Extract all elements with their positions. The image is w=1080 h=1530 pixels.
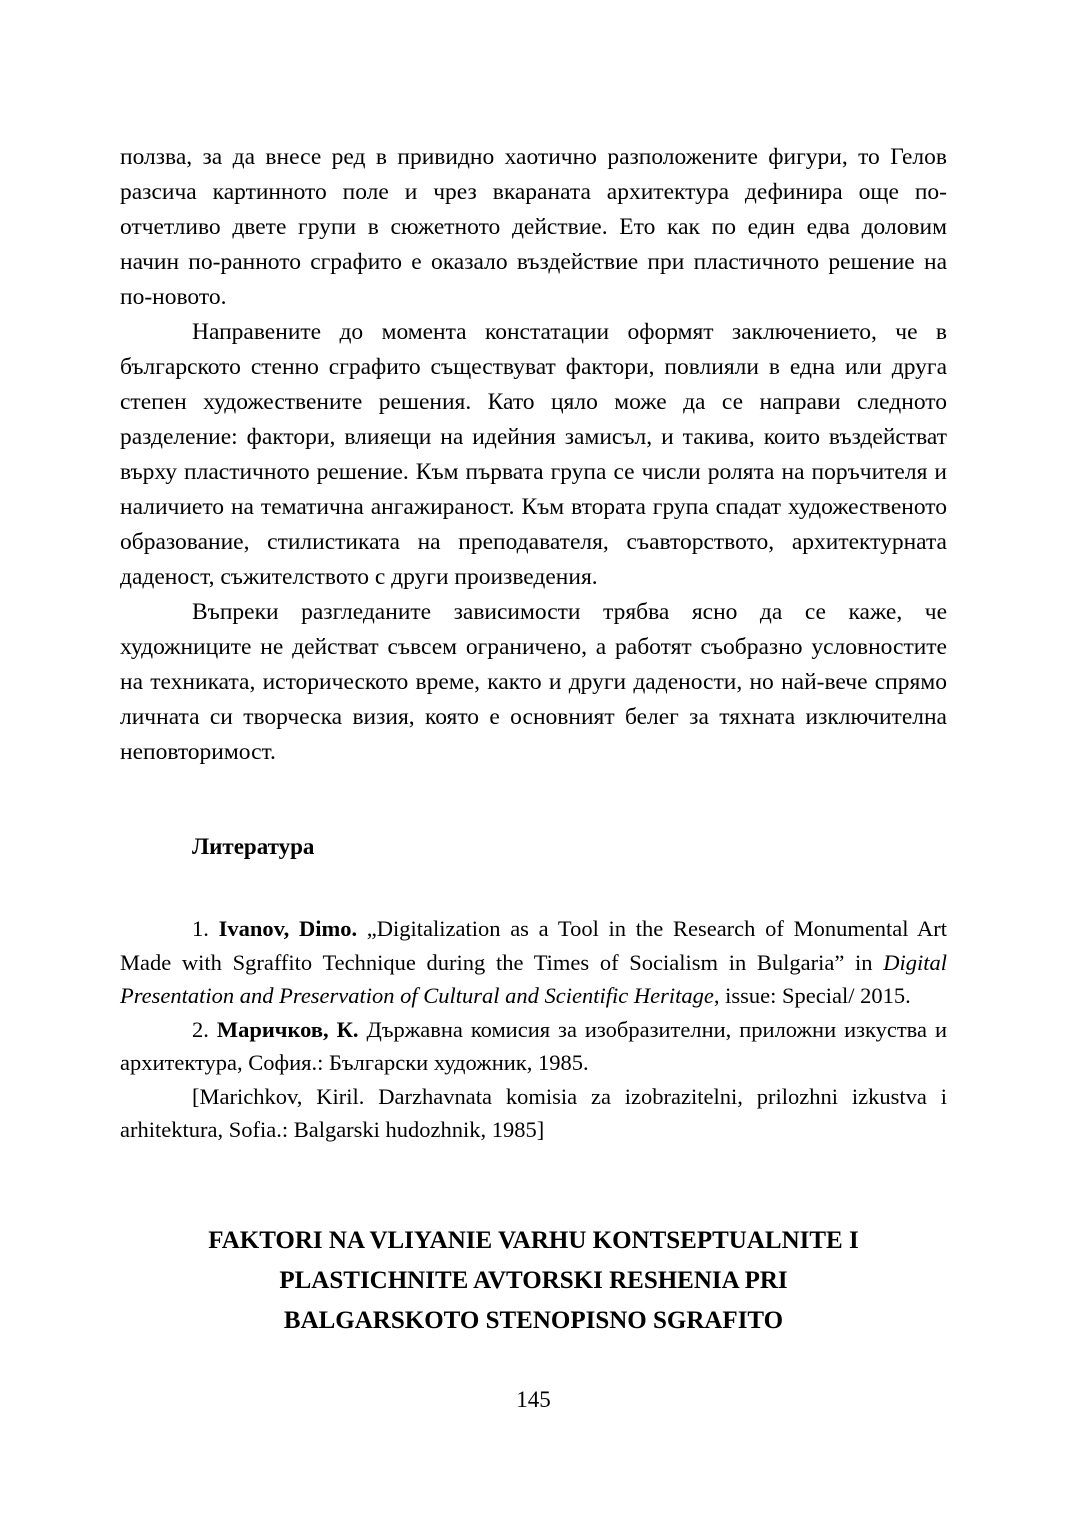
reference-text: [Marichkov, Kiril. Darzhavnata komisia za izobrazitelni, prilozhni izkustva i arhitektura, Sofia.: Balgarski hudozhnik, 1985]: [120, 1083, 947, 1142]
body-paragraph: Направените до момента констатации оформят заключението, че в българското стенно сграфито съществуват фактори, повлияли в една или друга степен художествените решения. Като цяло може да се направи следното разделение: фактори, влияещи на идейния замисъл, и такива, които въздействат върху пластичното решение. Към първата група се числи ролята на поръчителя и наличието на тематична ангажираност. Към втората група спадат художественото образование, стилистиката на преподавателя, съавторството, архитектурната даденост, съжителството с други произведения.: [120, 319, 947, 590]
body-paragraph: Въпреки разгледаните зависимости трябва ясно да се каже, че художниците не действат съвсем ограничено, а работят съобразно условностите на техниката, историческото време, както и други дадености, но най-вече спрямо личната си творческа визия, която е основният белег за тяхната изключителна неповторимост.: [120, 599, 947, 765]
footer-title-line: PLASTICHNITE AVTORSKI RESHENIA PRI: [279, 1266, 788, 1294]
footer-title-line: BALGARSKOTO STENOPISNO SGRAFITO: [283, 1306, 784, 1334]
footer-title-line: FAKTORI NA VLIYANIE VARHU KONTSEPTUALNITE I: [208, 1226, 859, 1254]
reference-item: [120, 1080, 947, 1147]
page-number: 145: [516, 1386, 551, 1412]
reference-text: „Digitalization as a Tool in the Research of Monumental Art Made with Sgraffito Technique during the Times of Socialism in Bulgaria” in: [120, 916, 948, 975]
reference-item: [120, 912, 947, 1013]
reference-item: [120, 1013, 947, 1080]
body-text: [120, 140, 947, 770]
literature-heading: Литература: [192, 834, 315, 859]
footer-title: [120, 1221, 947, 1341]
reference-author: Ivanov, Dimo.: [218, 916, 358, 941]
reference-tail: , issue: Special/ 2015.: [713, 983, 911, 1008]
body-paragraph: ползва, за да внесе ред в привидно хаотично разположените фигури, то Гелов разсича картинното поле и чрез вкараната архитектура дефинира още по-отчетливо двете групи в сюжетното действие. Ето как по един едва доловим начин по-ранното сграфито е оказало въздействие при пластичното решение на по-новото.: [120, 144, 947, 310]
reference-number: 2.: [192, 1016, 217, 1042]
reference-author: Маричков, К.: [216, 1016, 359, 1042]
references-list: [120, 912, 947, 1147]
reference-number: 1.: [192, 916, 219, 941]
reference-text: Държавна комисия за изобразителни, приложни изкуства и архитектура, София.: Български художник, 1985.: [120, 1016, 947, 1075]
reference-journal: Digital Presentation and Preservation of Cultural and Scientific Heritage: [120, 949, 947, 1008]
